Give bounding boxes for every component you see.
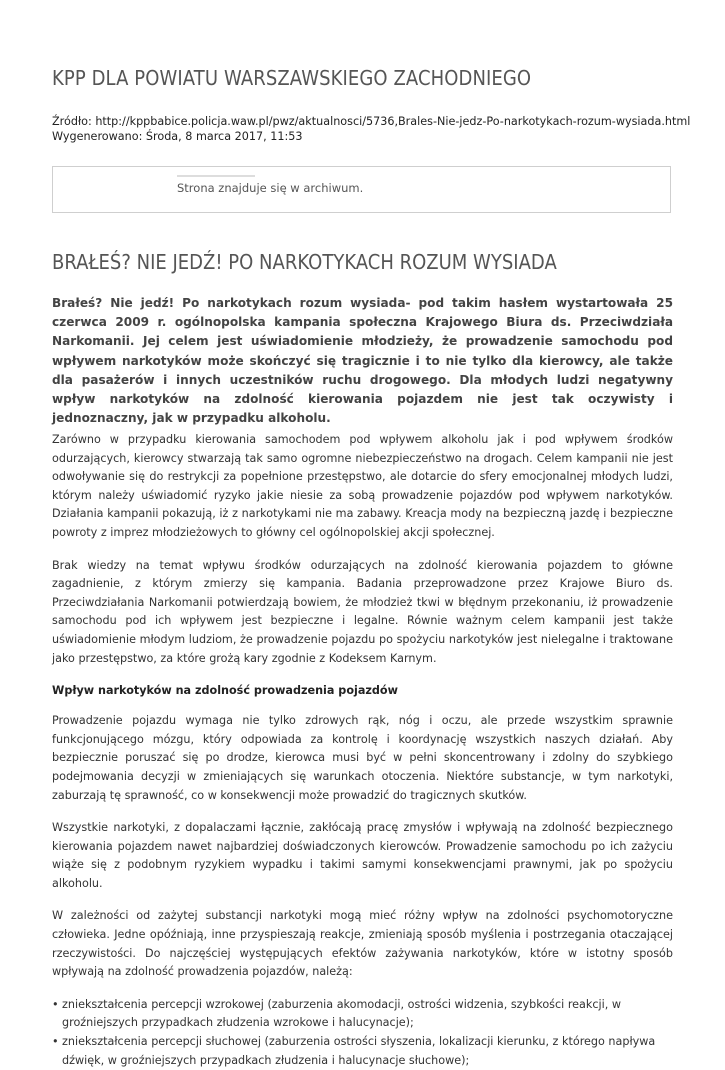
list-item-text: zniekształcenia percepcji słuchowej (zaburzenia ostrości słyszenia, lokalizacji kierunku, z którego napływa dźwięk, w groźniejszych przypadkach złudzenia i halucynacje słuchowe); (62, 1035, 656, 1067)
list-item-text: zniekształcenia percepcji wzrokowej (zaburzenia akomodacji, ostrości widzenia, szybkości reakcji, w groźniejszych przypadkach złudzenia wzrokowe i halucynacje); (62, 997, 622, 1030)
article-body (52, 431, 673, 1070)
list-item (52, 1033, 673, 1070)
article-paragraph-2: Brak wiedzy na temat wpływu środków odurzających na zdolność kierowania pojazdem to główne zagadnienie, z którym zmierzy się kampania. Badania przeprowadzone przez Krajowe Biuro ds. Przeciwdziałania Narkomanii potwierdzają bowiem, że młodzież tkwi w błędnym przekonaniu, iż prowadzenie samochodu pod ich wpływem jest bezpieczne i legalne. Równie ważnym celem kampanii jest także uświadomienie młodym ludziom, że prowadzenie pojazdu po spożyciu narkotyków jest nielegalne i traktowane jako przestępstwo, za które grożą kary zgodnie z Kodeksem Karnym. (52, 558, 673, 665)
archive-notice-box (52, 166, 671, 213)
generated-line: Wygenerowano: Środa, 8 marca 2017, 11:53 (52, 130, 303, 143)
article-paragraph-1: Zarówno w przypadku kierowania samochodem pod wpływem alkoholu jak i pod wpływem środków odurzających, kierowcy stwarzają tak samo ogromne niebezpieczeństwo na drogach. Celem kampanii nie jest odwoływanie się do restrykcji za popełnione przestępstwo, ale dotarcie do sfery emocjonalnej młodych ludzi, którym należy uświadomić ryzyko jakie niesie za sobą prowadzenie pojazdów pod wpływem narkotyków. Działania kampanii pokazują, iż z narkotykami nie ma zabawy. Kreacja mody na bezpieczną jazdę i bezpieczne powroty z imprez młodzieżowych to główny cel ogólnopolskiej akcji społecznej. (52, 433, 673, 539)
source-line: Źródło: http://kppbabice.policja.waw.pl/pwz/aktualnosci/5736,Brales-Nie-jedz-Po-narkotykach-rozum-wysiada.html (52, 115, 691, 128)
effects-list (52, 996, 673, 1070)
bullet-icon: • (52, 997, 59, 1011)
site-title: KPP DLA POWIATU WARSZAWSKIEGO ZACHODNIEGO (52, 66, 532, 90)
document-meta (52, 114, 690, 144)
article-subheading: Wpływ narkotyków na zdolność prowadzenia pojazdów (52, 684, 398, 698)
article-paragraph-5: W zależności od zażytej substancji narkotyki mogą mieć różny wpływ na zdolności psychomotoryczne człowieka. Jedne opóźniają, inne przyspieszają reakcje, zmieniają sposób myślenia i postrzegania otaczającej rzeczywistości. Do najczęściej występujących efektów zażywania narkotyków, które w istotny sposób wpływają na zdolność prowadzenia pojazdów, należą: (52, 909, 673, 979)
archive-notice-divider (177, 175, 255, 177)
article-paragraph-4: Wszystkie narkotyki, z dopalaczami łącznie, zakłócają pracę zmysłów i wpływają na zdolność bezpiecznego kierowania pojazdem nawet najbardziej doświadczonych kierowców. Prowadzenie samochodu po ich zażyciu wiąże się z podobnym ryzykiem wypadku i takimi samymi konsekwencjami prawnymi, jak po spożyciu alkoholu. (52, 821, 673, 890)
bullet-icon: • (52, 1035, 59, 1049)
article-paragraph-3: Prowadzenie pojazdu wymaga nie tylko zdrowych rąk, nóg i oczu, ale przede wszystkim sprawnie funkcjonującego mózgu, który odpowiada za kontrolę i koordynację wszystkich naszych działań. Aby bezpiecznie poruszać się po drodze, kierowca musi być w pełni skoncentrowany i zdolny do szybkiego podejmowania decyzji w zmieniających się warunkach otoczenia. Niektóre substancje, w tym narkotyki, zaburzają tę sprawność, co w konsekwencji może prowadzić do tragicznych skutków. (52, 714, 673, 802)
article-lead: Brałeś? Nie jedź! Po narkotykach rozum wysiada- pod takim hasłem wystartowała 25 czerwca 2009 r. ogólnopolska kampania społeczna Krajowego Biura ds. Przeciwdziała Narkomanii. Jej celem jest uświadomienie młodzieży, że prowadzenie samochodu pod wpływem narkotyków może skończyć się tragicznie i to nie tylko dla kierowcy, ale także dla pasażerów i innych uczestników ruchu drogowego. Dla młodych ludzi negatywny wpływ narkotyków na zdolność kierowania pojazdem nie jest tak oczywisty i jednoznaczny, jak w przypadku alkoholu. (52, 296, 673, 426)
list-item (52, 996, 673, 1033)
archive-notice-text: Strona znajduje się w archiwum. (177, 181, 364, 195)
article-title: BRAŁEŚ? NIE JEDŹ! PO NARKOTYKACH ROZUM WYSIADA (52, 250, 557, 274)
